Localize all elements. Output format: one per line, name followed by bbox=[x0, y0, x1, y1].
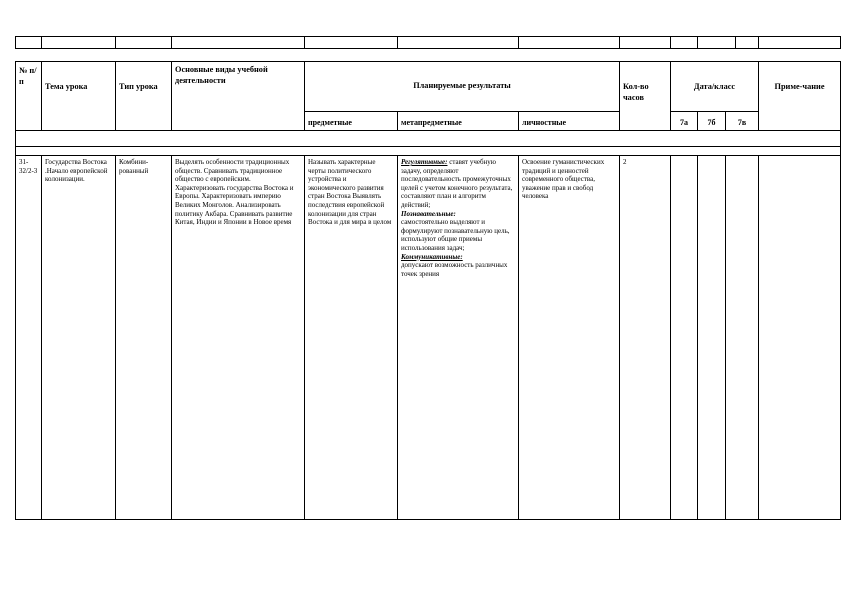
spacer-row bbox=[16, 131, 841, 147]
header-personal: личностные bbox=[519, 112, 620, 131]
row-date-7a bbox=[671, 156, 698, 520]
meta-regulatory-label: Регулятивные: bbox=[401, 158, 448, 166]
header-num: № п/п bbox=[16, 62, 42, 131]
header-activities: Основные виды учебной деятельности bbox=[172, 62, 305, 131]
header-metasubject: метапредметные bbox=[398, 112, 519, 131]
header-notes: Приме-чание bbox=[759, 62, 841, 131]
strip-cell bbox=[620, 37, 671, 49]
strip-cell bbox=[42, 37, 116, 49]
row-hours: 2 bbox=[620, 156, 671, 520]
lesson-plan-table bbox=[15, 61, 841, 520]
row-type: Комбини-рованный bbox=[116, 156, 172, 520]
strip-cell bbox=[519, 37, 620, 49]
top-strip-table bbox=[15, 36, 841, 49]
meta-communicative-text: допускают возможность различных точек зрения bbox=[401, 261, 508, 278]
strip-cell bbox=[16, 37, 42, 49]
row-num: 31-32/2-3 bbox=[16, 156, 42, 520]
row-activities: Выделять особенности традиционных обществ. Сравнивать традиционное общество с европейским. Характеризовать государства Востока и Европы. Характеризовать империю Великих Монголов. Анализировать политику Акбара. Сравнивать развитие Китая, Индии и Японии в Новое время bbox=[172, 156, 305, 520]
meta-regulatory-text: ставят учебную задачу, определяют последовательность промежуточных целей с учетом конечного результата, составляют план и алгоритм действий; bbox=[401, 158, 513, 209]
row-notes bbox=[759, 156, 841, 520]
row-metasubject-results bbox=[398, 156, 519, 520]
row-topic: Государства Востока .Начало европейской колонизации. bbox=[42, 156, 116, 520]
spacer-row bbox=[16, 147, 841, 156]
header-subject: предметные bbox=[305, 112, 398, 131]
meta-cognitive-label: Познавательные: bbox=[401, 209, 456, 218]
header-date-class: Дата/класс bbox=[671, 62, 759, 112]
row-subject-results: Называть характерные черты политического устройства и экономического развития стран Востока Выявлять последствия европейской колонизации для стран Востока и для мира в целом bbox=[305, 156, 398, 520]
strip-cell bbox=[116, 37, 172, 49]
row-personal-results: Освоение гуманистических традиций и ценностей современного общества, уважение прав и свобод человека bbox=[519, 156, 620, 520]
row-date-7v bbox=[726, 156, 759, 520]
header-class-7b: 7б bbox=[698, 112, 726, 131]
header-type: Тип урока bbox=[116, 62, 172, 131]
meta-cognitive-text: самостоятельно выделяют и формулируют познавательную цель, используют общие приемы использования задач; bbox=[401, 218, 510, 252]
meta-communicative-label: Коммуникативные: bbox=[401, 252, 463, 261]
strip-cell bbox=[698, 37, 736, 49]
header-planned-results: Планируемые результаты bbox=[305, 62, 620, 112]
strip-cell bbox=[759, 37, 841, 49]
header-class-7a: 7а bbox=[671, 112, 698, 131]
strip-cell bbox=[305, 37, 398, 49]
strip-cell bbox=[398, 37, 519, 49]
header-topic: Тема урока bbox=[42, 62, 116, 131]
strip-cell bbox=[671, 37, 698, 49]
row-date-7b bbox=[698, 156, 726, 520]
header-hours: Кол-во часов bbox=[620, 62, 671, 131]
strip-cell bbox=[172, 37, 305, 49]
strip-cell bbox=[736, 37, 759, 49]
header-class-7v: 7в bbox=[726, 112, 759, 131]
